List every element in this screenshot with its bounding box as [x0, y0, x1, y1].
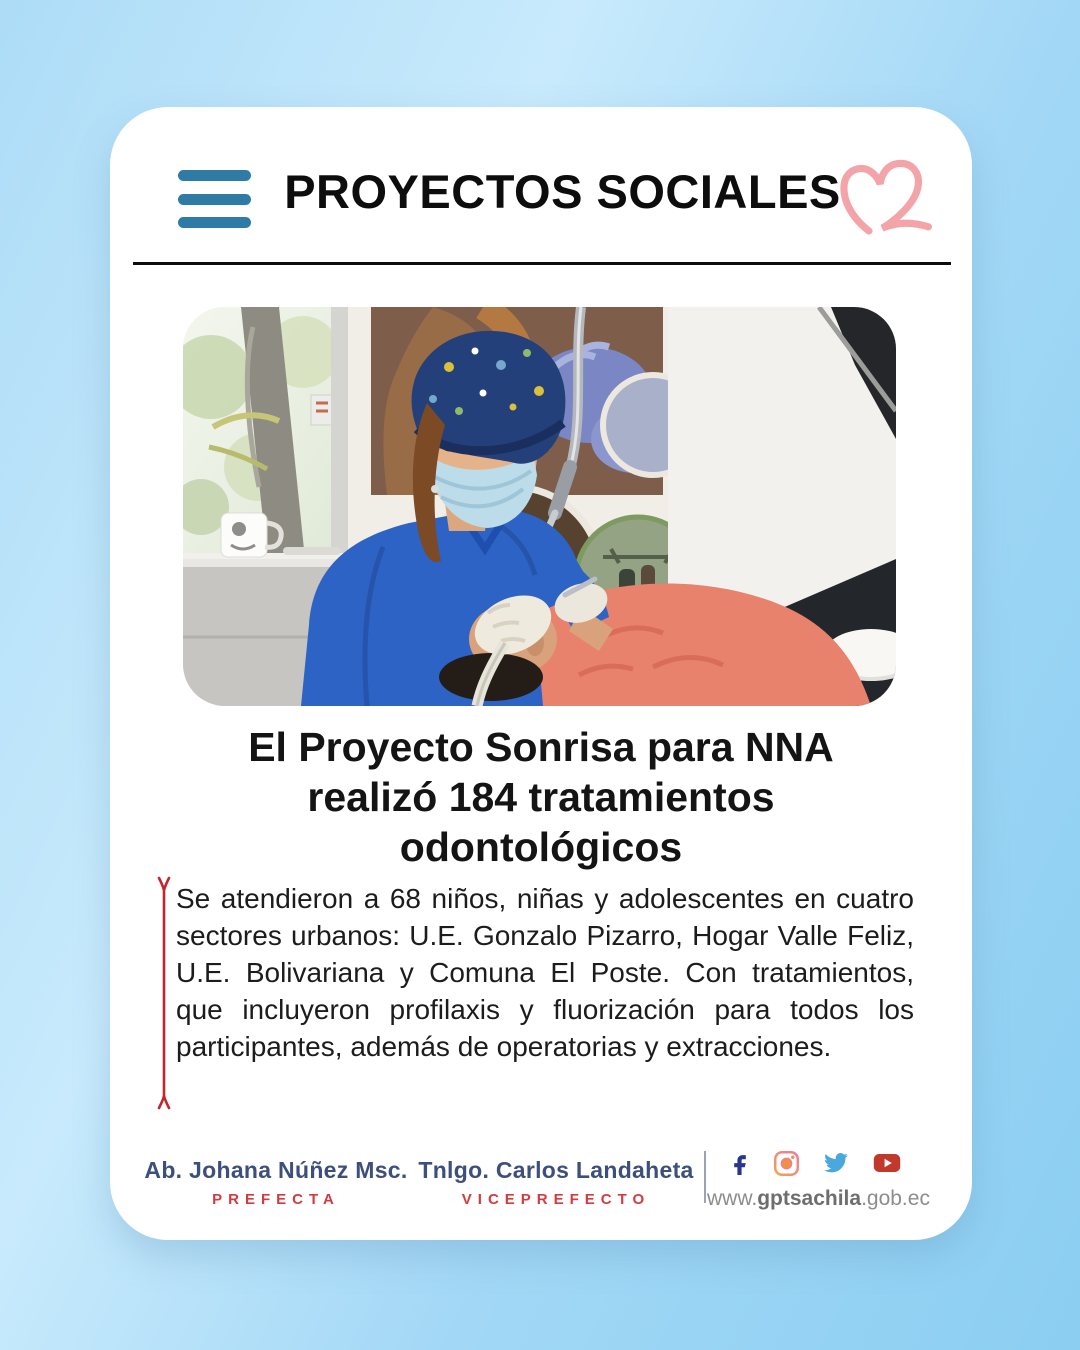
- official-name: Tnlgo. Carlos Landaheta: [418, 1157, 694, 1183]
- page-title: PROYECTOS SOCIALES: [284, 165, 841, 218]
- article-photo: [183, 307, 896, 706]
- instagram-icon[interactable]: [773, 1150, 800, 1177]
- official-prefecta: [126, 1157, 426, 1208]
- dental-scene-illustration: [183, 307, 896, 706]
- content-card: [110, 107, 972, 1240]
- url-domain: gptsachila: [757, 1187, 862, 1210]
- article-body: Se atendieron a 68 niños, niñas y adolescentes en cuatro sectores urbanos: U.E. Gonzalo Pizarro, Hogar Valle Feliz, U.E. Bolivariana y Comuna El Poste. Con tratamientos, que incluyeron profilaxis y fluorización para todos los participantes, además de operatorias y extracciones.: [176, 883, 914, 1062]
- social-block: [707, 1147, 930, 1211]
- hamburger-bar: [178, 194, 251, 205]
- facebook-icon[interactable]: [728, 1150, 752, 1176]
- url-prefix: www.: [707, 1187, 758, 1210]
- official-title: VICEPREFECTO: [461, 1191, 651, 1208]
- article-headline: [171, 722, 911, 872]
- official-viceprefecto: [406, 1157, 706, 1208]
- twitter-icon[interactable]: [821, 1150, 851, 1176]
- url-suffix: .gob.ec: [861, 1187, 930, 1210]
- headline-line: odontológicos: [399, 824, 683, 870]
- hamburger-menu-icon[interactable]: [178, 170, 251, 228]
- heart-outline-icon: [835, 146, 938, 252]
- red-bracket-decoration: [156, 875, 172, 1111]
- headline-line: El Proyecto Sonrisa para NNA: [248, 724, 834, 770]
- header-divider: [133, 262, 951, 265]
- youtube-icon[interactable]: [872, 1151, 902, 1175]
- footer-divider: [704, 1151, 706, 1203]
- official-name: Ab. Johana Núñez Msc.: [144, 1157, 408, 1183]
- website-url[interactable]: [707, 1187, 930, 1211]
- hamburger-bar: [178, 170, 251, 181]
- headline-line: realizó 184 tratamientos: [307, 774, 775, 820]
- social-icons-row: [707, 1147, 923, 1179]
- official-title: PREFECTA: [212, 1191, 340, 1208]
- hamburger-bar: [178, 217, 251, 228]
